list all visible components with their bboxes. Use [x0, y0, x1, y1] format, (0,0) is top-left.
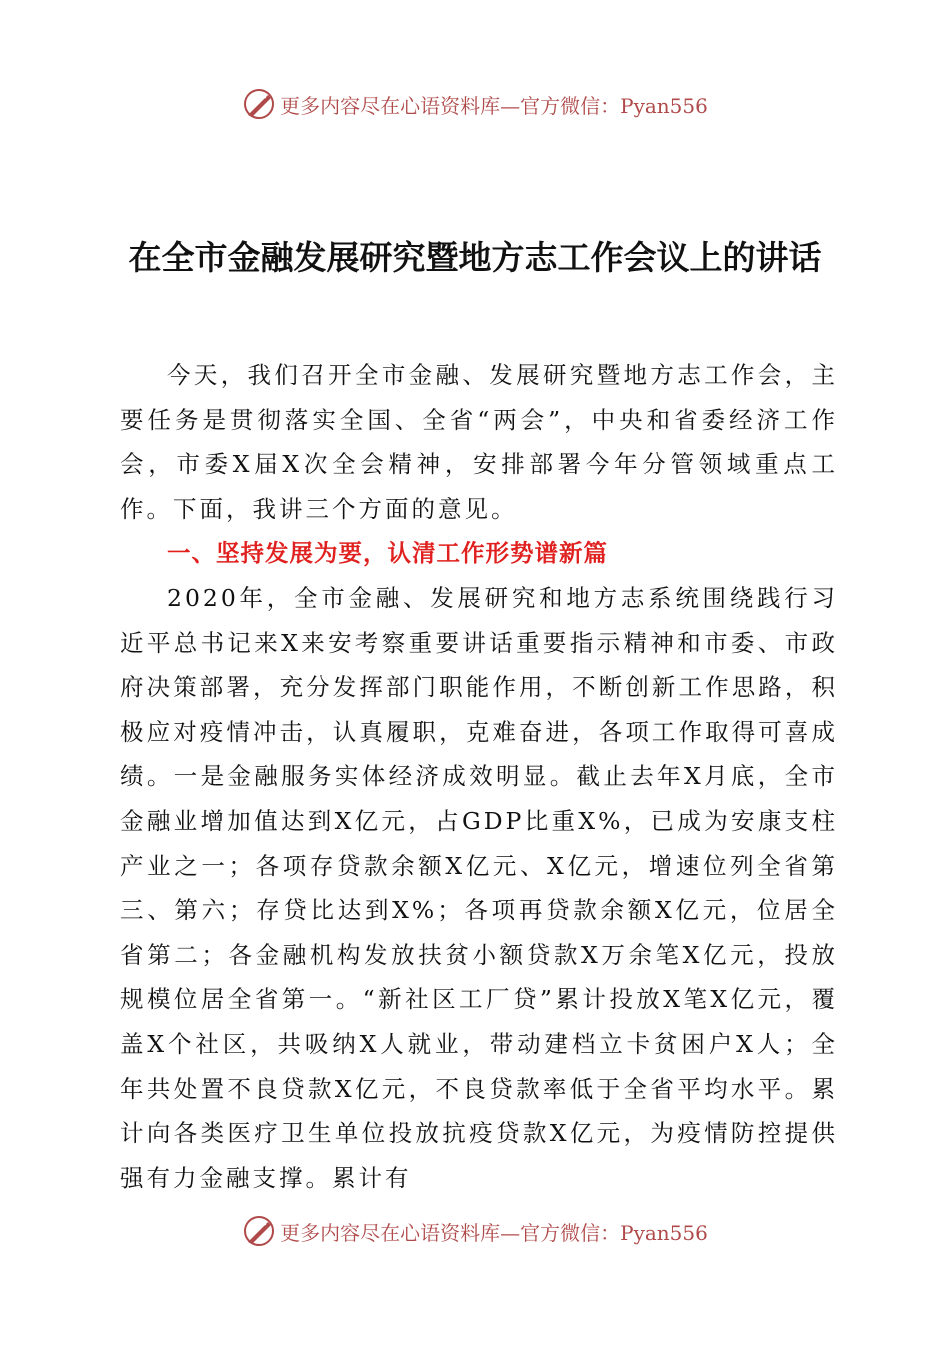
body-paragraph: 2020年，全市金融、发展研究和地方志系统围绕践行习近平总书记来X来安考察重要讲话重要指示精神和市委、市政府决策部署，充分发挥部门职能作用，不断创新工作思路，积极应对疫情冲击，认真履职，克难奋进，各项工作取得可喜成绩。一是金融服务实体经济成效明显。截止去年X月底，全市金融业增加值达到X亿元，占GDP比重X%，已成为安康支柱产业之一；各项存贷款余额X亿元、X亿元，增速位列全省第三、第六；存贷比达到X%；各项再贷款余额X亿元，位居全省第二；各金融机构发放扶贫小额贷款X万余笔X亿元，投放规模位居全省第一。“新社区工厂贷”累计投放X笔X亿元，覆盖X个社区，共吸纳X人就业，带动建档立卡贫困户X人；全年共处置不良贷款X亿元，不良贷款率低于全省平均水平。累计向各类医疗卫生单位投放抗疫贷款X亿元，为疫情防控提供强有力金融支撑。累计有	[120, 583, 838, 1192]
header-banner-text: 更多内容尽在心语资料库—官方微信：Pyan556	[280, 93, 708, 118]
section-heading: 一、坚持发展为要，认清工作形势谱新篇	[167, 539, 608, 568]
document-body	[120, 353, 838, 1200]
quill-logo-icon	[242, 1214, 276, 1248]
intro-paragraph: 今天，我们召开全市金融、发展研究暨地方志工作会，主要任务是贯彻落实全国、全省“两会”，中央和省委经济工作会，市委X届X次全会精神，安排部署今年分管领域重点工作。下面，我讲三个方面的意见。	[120, 361, 838, 523]
footer-banner	[0, 1211, 950, 1251]
footer-banner-text: 更多内容尽在心语资料库—官方微信：Pyan556	[280, 1220, 708, 1245]
header-banner	[0, 84, 950, 124]
document-title: 在全市金融发展研究暨地方志工作会议上的讲话	[128, 238, 822, 277]
quill-logo-icon	[242, 87, 276, 121]
